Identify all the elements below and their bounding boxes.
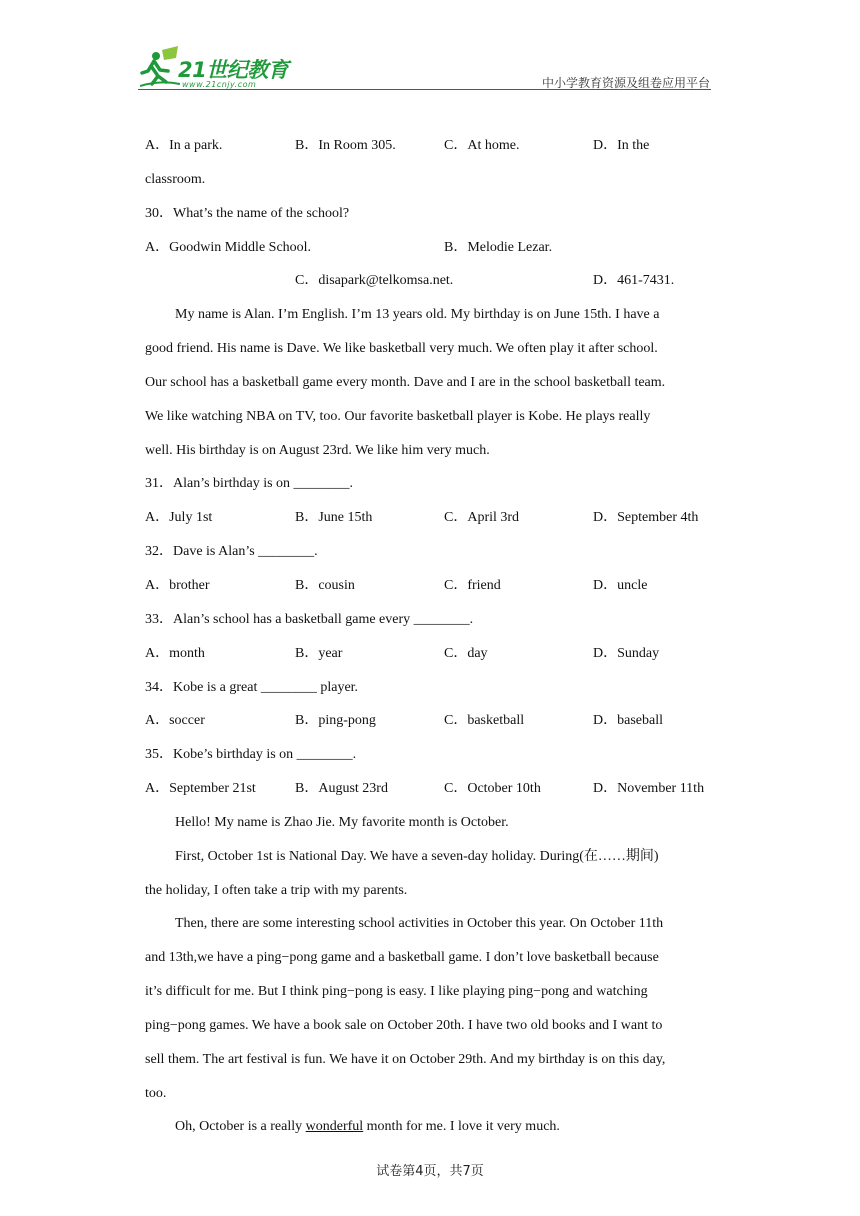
passage-line: First, October 1st is National Day. We have a seven-day holiday. During(在……期间) [175, 848, 659, 864]
option-a: A．In a park. [145, 138, 223, 153]
option-b: B．In Room 305. [295, 138, 396, 153]
passage-line: good friend. His name is Dave. We like basketball very much. We often play it after school. [145, 341, 658, 357]
option-d: D．461-7431. [593, 273, 675, 289]
question-34: 34．Kobe is a great ________ player. [145, 679, 359, 695]
option-wrap-text: classroom. [145, 171, 206, 187]
question-31: 31．Alan’s birthday is on ________. [145, 476, 354, 492]
passage-line: and 13th,we have a ping−pong game and a basketball game. I don’t love basketball because [145, 950, 659, 966]
option-a: A．Goodwin Middle School. [145, 239, 312, 255]
option-d: D．baseball [593, 713, 663, 729]
option-a: A．soccer [145, 713, 205, 729]
question-32: 32．Dave is Alan’s ________. [145, 544, 318, 560]
option-b: B．June 15th [295, 510, 373, 526]
option-row-q29 [145, 129, 717, 163]
option-row-q35 [145, 772, 717, 806]
option-b: B．Melodie Lezar. [444, 239, 553, 255]
passage-line: ping−pong games. We have a book sale on October 20th. I have two old books and I want to [145, 1017, 663, 1033]
passage-text: Oh, October is a really [175, 1119, 306, 1135]
passage-line: it’s difficult for me. But I think ping−pong is easy. I like playing ping−pong and watching [145, 984, 648, 1000]
question-30: 30．What’s the name of the school? [145, 205, 350, 221]
option-d: D．uncle [593, 577, 648, 593]
option-row-q33 [145, 637, 717, 671]
passage-line [145, 1110, 717, 1144]
passage-line: Then, there are some interesting school activities in October this year. On October 11th [175, 916, 664, 932]
passage-line: the holiday, I often take a trip with my parents. [145, 882, 408, 898]
underlined-word: wonderful [305, 1119, 364, 1135]
option-c: C．basketball [444, 713, 525, 729]
option-d: D．September 4th [593, 510, 699, 526]
option-c: C．April 3rd [444, 510, 520, 526]
option-row-q30-cd [145, 264, 717, 298]
passage-text: month for me. I love it very much. [363, 1119, 560, 1135]
option-b: B．August 23rd [295, 781, 388, 797]
option-d: D．Sunday [593, 645, 660, 661]
option-b: B．ping-pong [295, 713, 376, 729]
option-c: C．day [444, 645, 488, 661]
passage-line: too. [145, 1085, 167, 1101]
option-row-q32 [145, 569, 717, 603]
option-a: A．month [145, 645, 205, 661]
option-row-q30-ab [145, 231, 717, 265]
platform-name: 中小学教育资源及组卷应用平台 [541, 76, 710, 90]
option-d: D．November 11th [593, 781, 705, 797]
option-c: C．disapark@telkomsa.net. [295, 273, 454, 289]
runner-logo-icon [140, 44, 180, 90]
passage-line: sell them. The art festival is fun. We have it on October 29th. And my birthday is on this day, [145, 1051, 666, 1067]
option-row-q34 [145, 704, 717, 738]
logo [140, 44, 310, 90]
page-number: 试卷第4页，共7页 [376, 1164, 484, 1179]
option-a: A．September 21st [145, 781, 256, 797]
question-33: 33．Alan’s school has a basketball game every ________. [145, 611, 474, 627]
question-35: 35．Kobe’s birthday is on ________. [145, 747, 357, 763]
logo-url: www.21cnjy.com [182, 80, 257, 89]
passage-line: We like watching NBA on TV, too. Our favorite basketball player is Kobe. He plays really [145, 408, 651, 424]
option-b: B．year [295, 645, 343, 661]
option-row-q31 [145, 501, 717, 535]
logo-text: 21世纪教育 [178, 58, 289, 82]
passage-line: well. His birthday is on August 23rd. We like him very much. [145, 442, 490, 458]
option-c: C．At home. [444, 138, 520, 153]
passage-line: Our school has a basketball game every month. Dave and I are in the school basketball team. [145, 374, 666, 390]
page-header [0, 0, 860, 96]
option-c: C．October 10th [444, 781, 541, 797]
option-b: B．cousin [295, 577, 355, 593]
option-c: C．friend [444, 577, 501, 593]
option-d: D．In the [593, 138, 650, 153]
exam-content [145, 129, 717, 1144]
header-divider [138, 89, 711, 90]
option-a: A．July 1st [145, 510, 213, 526]
option-a: A．brother [145, 577, 210, 593]
passage-line: Hello! My name is Zhao Jie. My favorite month is October. [175, 814, 509, 830]
passage-line: My name is Alan. I’m English. I’m 13 years old. My birthday is on June 15th. I have a [175, 307, 660, 323]
